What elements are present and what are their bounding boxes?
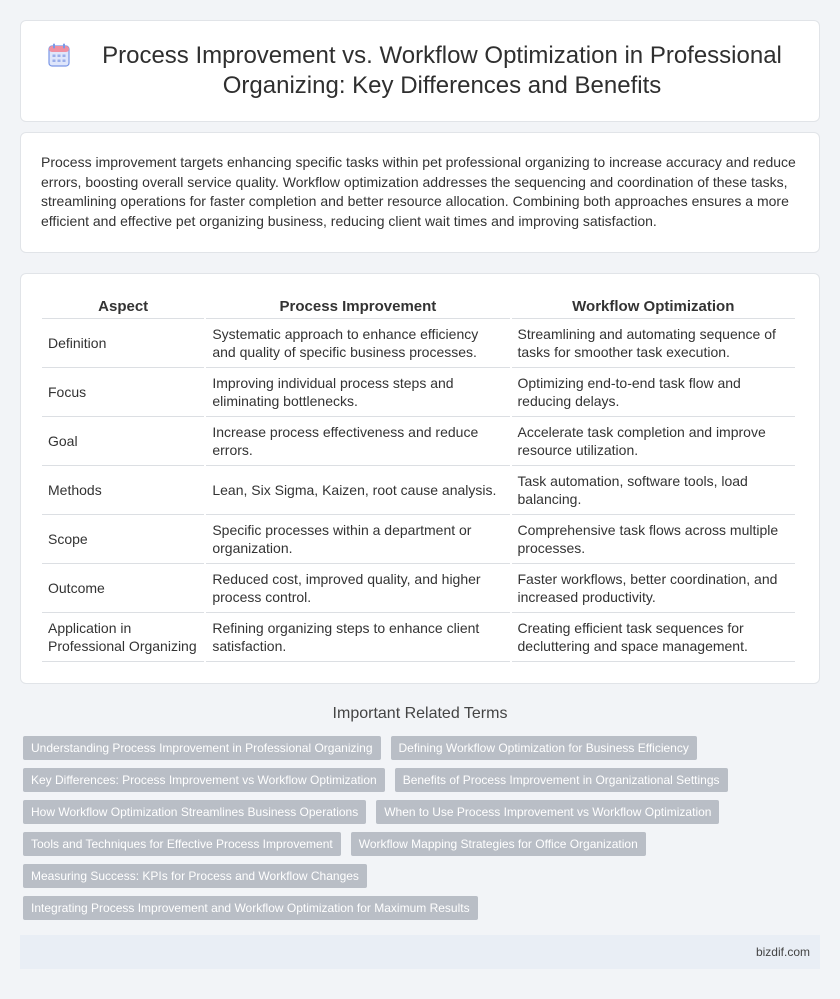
page-title: Process Improvement vs. Workflow Optimization in Professional Organizing: Key Differences and Benefits [102,42,782,99]
related-term-link[interactable]: When to Use Process Improvement vs Workflow Optimization [376,800,719,824]
row-process-improvement: Increase process effectiveness and reduce errors. [206,417,509,466]
related-term-link[interactable]: Benefits of Process Improvement in Organizational Settings [395,768,728,792]
row-workflow-optimization: Optimizing end-to-end task flow and reducing delays. [512,368,796,417]
row-workflow-optimization: Comprehensive task flows across multiple processes. [512,515,796,564]
related-term-link[interactable]: Measuring Success: KPIs for Process and Workflow Changes [23,864,367,888]
row-process-improvement: Specific processes within a department or organization. [206,515,509,564]
related-term-link[interactable]: How Workflow Optimization Streamlines Business Operations [23,800,366,824]
row-workflow-optimization: Task automation, software tools, load balancing. [512,466,796,515]
row-process-improvement: Reduced cost, improved quality, and higher process control. [206,564,509,613]
title-card [20,20,820,122]
row-workflow-optimization: Creating efficient task sequences for decluttering and space management. [512,613,796,662]
comparison-card [20,273,820,684]
related-terms-title: Important Related Terms [332,705,508,722]
related-term-link[interactable]: Key Differences: Process Improvement vs Workflow Optimization [23,768,385,792]
row-workflow-optimization: Faster workflows, better coordination, and increased productivity. [512,564,796,613]
row-workflow-optimization: Accelerate task completion and improve resource utilization. [512,417,796,466]
header-aspect: Aspect [42,294,204,319]
table-row [42,515,795,564]
row-aspect: Methods [42,466,204,515]
intro-paragraph: Process improvement targets enhancing specific tasks within pet professional organizing to increase accuracy and reduce errors, boosting overall service quality. Workflow optimization addresses the sequencing and coordination of these tasks, streamlining operations for faster completion and better resource allocation. Combining both approaches ensures a more efficient and effective pet organizing business, reducing client wait times and improving satisfaction. [41,154,796,229]
row-aspect: Goal [42,417,204,466]
table-header-row [42,294,795,319]
row-aspect: Definition [42,319,204,368]
row-aspect: Outcome [42,564,204,613]
table-row [42,417,795,466]
row-process-improvement: Lean, Six Sigma, Kaizen, root cause analysis. [206,466,509,515]
site-link[interactable]: bizdif.com [755,945,810,959]
header-workflow-optimization: Workflow Optimization [512,294,796,319]
row-process-improvement: Systematic approach to enhance efficiency and quality of specific business processes. [206,319,509,368]
related-term-link[interactable]: Tools and Techniques for Effective Process Improvement [23,832,341,856]
table-row [42,466,795,515]
row-aspect: Focus [42,368,204,417]
header-process-improvement: Process Improvement [206,294,509,319]
related-term-link[interactable]: Workflow Mapping Strategies for Office Organization [351,832,646,856]
table-row [42,368,795,417]
related-terms-list [23,736,803,928]
related-term-link[interactable]: Defining Workflow Optimization for Business Efficiency [391,736,697,760]
related-term-link[interactable]: Integrating Process Improvement and Workflow Optimization for Maximum Results [23,896,478,920]
table-row [42,613,795,662]
row-aspect: Scope [42,515,204,564]
row-workflow-optimization: Streamlining and automating sequence of tasks for smoother task execution. [512,319,796,368]
calendar-icon [48,43,70,67]
intro-card [20,132,820,253]
footer [20,935,820,969]
table-row [42,319,795,368]
row-process-improvement: Refining organizing steps to enhance client satisfaction. [206,613,509,662]
row-aspect: Application in Professional Organizing [42,613,204,662]
related-term-link[interactable]: Understanding Process Improvement in Professional Organizing [23,736,381,760]
comparison-table [40,294,797,662]
table-row [42,564,795,613]
row-process-improvement: Improving individual process steps and eliminating bottlenecks. [206,368,509,417]
